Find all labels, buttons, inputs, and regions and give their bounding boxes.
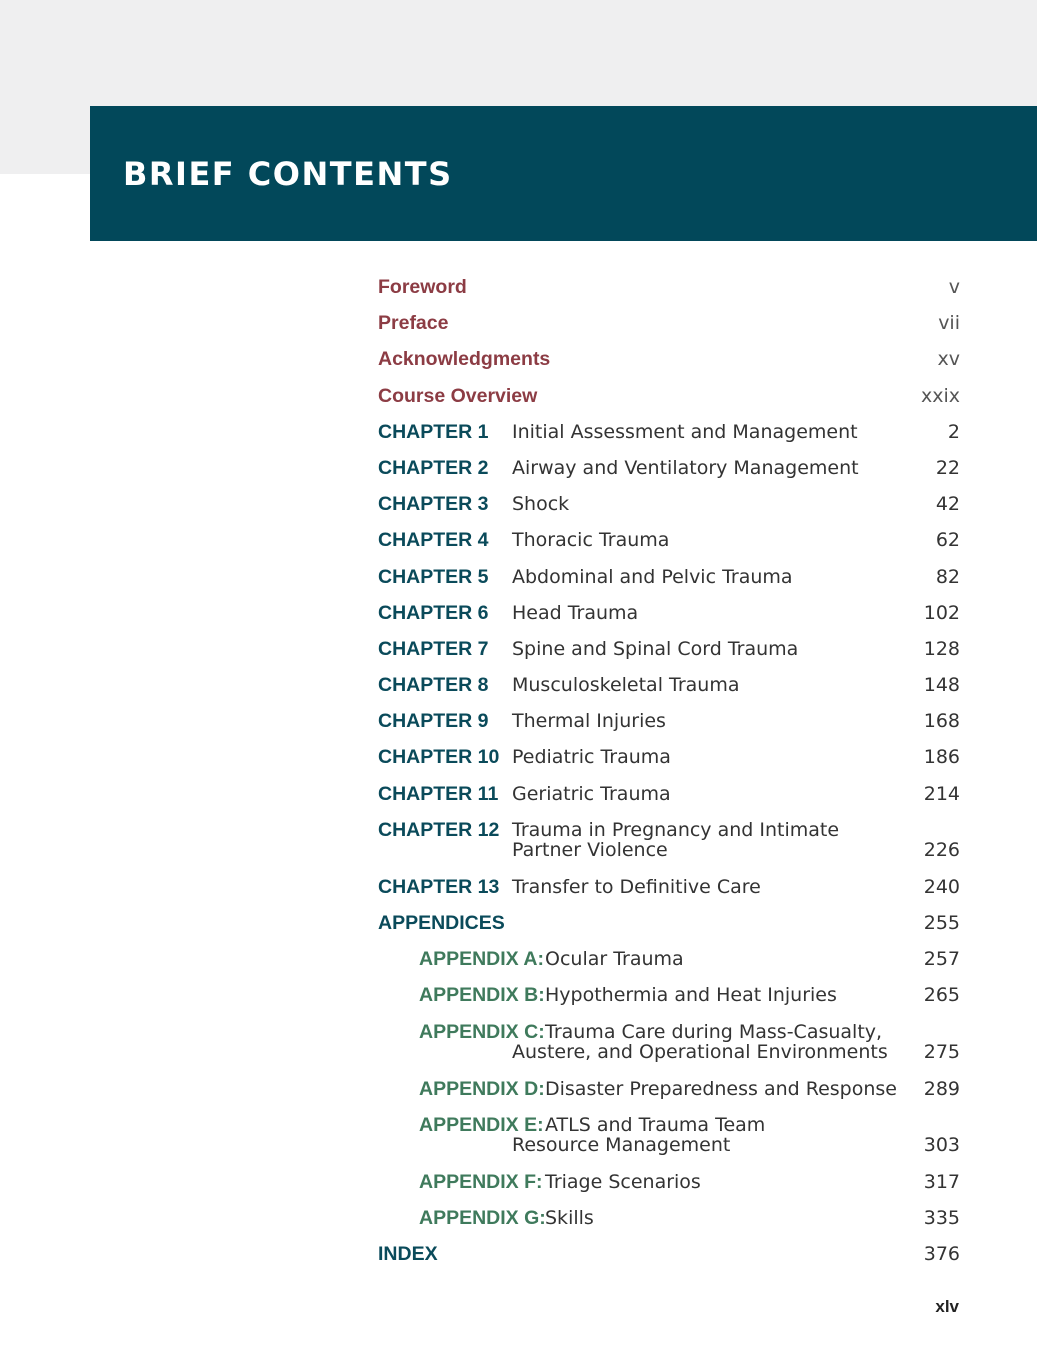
appendix-title: Trauma Care during Mass-Casualty, Austere, and Operational Environments: [512, 1020, 888, 1064]
heading-banner: [90, 106, 1037, 241]
toc-entry-course-overview[interactable]: [378, 379, 960, 415]
toc-entry-appendix-g[interactable]: [378, 1201, 960, 1237]
chapter-title: Head Trauma: [512, 601, 639, 624]
entry-title: Course Overview: [378, 384, 538, 407]
appendix-page: 265: [923, 984, 960, 1007]
chapter-page: 186: [923, 746, 960, 769]
index-label: INDEX: [378, 1243, 438, 1266]
appendix-label: APPENDIX B:: [419, 984, 545, 1007]
toc-entry-chapter-12[interactable]: [378, 813, 960, 870]
toc-entry-appendix-e[interactable]: [378, 1108, 960, 1165]
appendix-label: APPENDIX E:: [419, 1113, 544, 1136]
toc-entry-chapter-4[interactable]: [378, 523, 960, 559]
appendix-title: Skills: [545, 1206, 594, 1229]
appendix-page: 335: [923, 1206, 960, 1229]
chapter-label: CHAPTER 7: [378, 637, 489, 660]
chapter-title: Abdominal and Pelvic Trauma: [512, 565, 793, 588]
appendix-page: 317: [923, 1170, 960, 1193]
chapter-label: CHAPTER 9: [378, 710, 489, 733]
chapter-title: Thermal Injuries: [512, 710, 666, 733]
toc-entry-appendices[interactable]: [378, 906, 960, 942]
chapter-page: 240: [923, 875, 960, 898]
chapter-title: Shock: [512, 493, 570, 516]
toc-entry-chapter-6[interactable]: [378, 596, 960, 632]
chapter-title: Transfer to Definitive Care: [512, 875, 761, 898]
chapter-title: Musculoskeletal Trauma: [512, 674, 740, 697]
toc-entry-chapter-8[interactable]: [378, 668, 960, 704]
toc-entry-chapter-7[interactable]: [378, 632, 960, 668]
appendix-label: APPENDIX C:: [419, 1020, 545, 1043]
chapter-label: CHAPTER 4: [378, 529, 489, 552]
appendix-page: 289: [923, 1077, 960, 1100]
toc-entry-acknowledgments[interactable]: [378, 342, 960, 378]
toc-entry-chapter-13[interactable]: [378, 870, 960, 906]
toc-entry-foreword[interactable]: [378, 270, 960, 306]
chapter-label: CHAPTER 6: [378, 601, 489, 624]
toc-entry-chapter-5[interactable]: [378, 560, 960, 596]
toc-entry-appendix-b[interactable]: [378, 978, 960, 1014]
entry-title: Foreword: [378, 276, 467, 298]
chapter-page: 148: [923, 674, 960, 697]
chapter-label: CHAPTER 3: [378, 493, 489, 516]
chapter-label: CHAPTER 2: [378, 456, 489, 479]
chapter-page: 102: [923, 601, 960, 624]
appendix-title: Hypothermia and Heat Injuries: [545, 984, 837, 1007]
toc-entry-chapter-9[interactable]: [378, 704, 960, 740]
appendices-page: 255: [923, 912, 960, 934]
chapter-page: 22: [935, 456, 960, 479]
toc-entry-preface[interactable]: [378, 306, 960, 342]
toc-entry-appendix-c[interactable]: [378, 1015, 960, 1072]
chapter-page: 42: [935, 493, 960, 516]
chapter-label: CHAPTER 13: [378, 875, 500, 898]
appendix-page: 275: [923, 1041, 960, 1064]
appendix-page: 257: [923, 948, 960, 971]
appendix-label: APPENDIX F:: [419, 1170, 543, 1193]
entry-title: Acknowledgments: [378, 348, 551, 371]
chapter-page: 128: [923, 637, 960, 660]
index-page: 376: [923, 1243, 960, 1266]
toc-entry-index[interactable]: [378, 1237, 960, 1273]
appendix-label: APPENDIX A:: [419, 948, 544, 971]
toc-entry-appendix-a[interactable]: [378, 942, 960, 978]
entry-page: v: [948, 276, 960, 298]
chapter-label: CHAPTER 8: [378, 674, 489, 697]
chapter-title: Pediatric Trauma: [512, 746, 671, 769]
chapter-label: CHAPTER 5: [378, 565, 489, 588]
chapter-page: 226: [923, 839, 960, 862]
chapter-title: Initial Assessment and Management: [512, 420, 858, 443]
toc-entry-appendix-d[interactable]: [378, 1072, 960, 1108]
chapter-title: Thoracic Trauma: [512, 529, 670, 552]
appendix-page: 303: [923, 1134, 960, 1157]
entry-page: vii: [938, 312, 960, 335]
chapter-title: Airway and Ventilatory Management: [512, 456, 859, 479]
entry-page: xv: [937, 348, 960, 371]
toc-entry-chapter-3[interactable]: [378, 487, 960, 523]
toc-entry-chapter-10[interactable]: [378, 740, 960, 776]
toc-entry-chapter-11[interactable]: [378, 777, 960, 813]
appendix-title: Triage Scenarios: [545, 1170, 701, 1193]
appendix-label: APPENDIX D:: [419, 1077, 545, 1100]
chapter-title: Spine and Spinal Cord Trauma: [512, 637, 799, 660]
page-title: BRIEF CONTENTS: [123, 155, 453, 193]
entry-page: xxix: [920, 384, 960, 407]
entry-title: Preface: [378, 312, 449, 335]
chapter-page: 62: [935, 529, 960, 552]
chapter-page: 214: [923, 782, 960, 805]
toc-entry-chapter-2[interactable]: [378, 451, 960, 487]
chapter-page: 82: [935, 565, 960, 588]
appendix-title: Ocular Trauma: [545, 948, 684, 971]
page-folio: xlv: [935, 1297, 959, 1316]
chapter-label: CHAPTER 11: [378, 782, 499, 805]
chapter-page: 168: [923, 710, 960, 733]
appendix-title: Disaster Preparedness and Response: [545, 1077, 898, 1100]
toc-entry-appendix-f[interactable]: [378, 1165, 960, 1201]
chapter-title: Geriatric Trauma: [512, 782, 671, 805]
chapter-label: CHAPTER 1: [378, 420, 489, 443]
appendix-title: ATLS and Trauma Team Resource Management: [512, 1113, 766, 1157]
chapter-label: CHAPTER 12: [378, 818, 500, 841]
chapter-title: Trauma in Pregnancy and Intimate Partner Violence: [512, 818, 840, 862]
appendix-label: APPENDIX G:: [419, 1206, 546, 1229]
appendices-label: APPENDICES: [378, 912, 505, 934]
chapter-label: CHAPTER 10: [378, 746, 500, 769]
toc-list: [378, 270, 960, 1273]
chapter-page: 2: [947, 420, 960, 443]
toc-entry-chapter-1[interactable]: [378, 415, 960, 451]
